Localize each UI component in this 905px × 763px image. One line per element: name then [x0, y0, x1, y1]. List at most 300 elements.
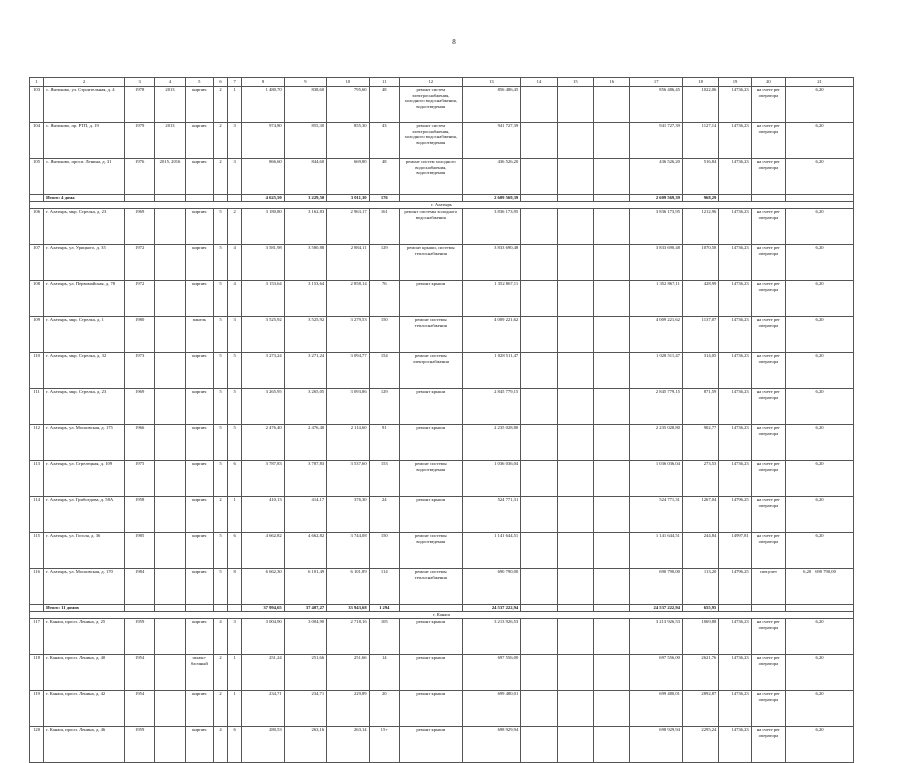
total-empty [521, 195, 557, 202]
col-14 [521, 497, 557, 533]
cost-per-m2: 1127,14 [682, 123, 718, 159]
table-row [30, 159, 854, 195]
cost-total: 690 790,00 [630, 569, 683, 605]
cost-total: 856 486,45 [630, 87, 683, 123]
cost: 699 480,01 [462, 691, 521, 727]
col-16 [594, 353, 630, 389]
cost-total: 4 009 221,62 [630, 317, 683, 353]
year-built: 1972 [125, 281, 155, 317]
plan-value: 6,20 [786, 619, 854, 655]
residents: 150 [369, 317, 399, 353]
plan-value: 6,20 [786, 655, 854, 691]
col-14 [521, 389, 557, 425]
col-14 [521, 691, 557, 727]
wall-material: кирпич [185, 569, 213, 605]
column-number: 4 [155, 78, 185, 87]
living-area: 3 580,88 [284, 245, 326, 281]
col-14 [521, 87, 557, 123]
col-15 [557, 691, 593, 727]
cost-per-m2: 113,20 [682, 569, 718, 605]
total-area: 866,60 [242, 159, 284, 195]
living-area: 6 101,49 [284, 569, 326, 605]
cost: 1 036 036,04 [462, 461, 521, 497]
living-area: 263,16 [284, 727, 326, 763]
total-empty [185, 195, 213, 202]
total-area: 4 625,50 [242, 195, 284, 202]
total-empty [155, 195, 185, 202]
year-renovated [155, 317, 185, 353]
address: с. Янтиково, просп. Ленина, д. 31 [44, 159, 125, 195]
total-per-m2: 655,95 [682, 605, 718, 612]
col-14 [521, 425, 557, 461]
cost-limit: 14736,23 [719, 87, 751, 123]
work-type: ремонт систем электроснабжения, холодного водоснабжения, водоотведения [399, 87, 462, 123]
wall-material: кирпич [185, 389, 213, 425]
column-number: 14 [521, 78, 557, 87]
col-14 [521, 123, 557, 159]
year-built: 1979 [125, 123, 155, 159]
work-type: ремонт крыши [399, 727, 462, 763]
col-14 [521, 281, 557, 317]
residents: 24 [369, 497, 399, 533]
floors: 5 [213, 353, 227, 389]
table-row [30, 461, 854, 497]
entrances: 6 [228, 727, 242, 763]
col-14 [521, 569, 557, 605]
column-number: 15 [557, 78, 593, 87]
row-number: 104 [30, 123, 44, 159]
living-area: 3 525,92 [284, 317, 326, 353]
floors: 5 [213, 281, 227, 317]
column-number: 10 [327, 78, 369, 87]
entrances: 5 [228, 389, 242, 425]
year-renovated [155, 619, 185, 655]
address: г. Алатырь, мкр. Стрелка, д. 32 [44, 353, 125, 389]
total-empty [786, 605, 854, 612]
col-15 [557, 245, 593, 281]
floors: 2 [213, 123, 227, 159]
residents: 114 [369, 569, 399, 605]
plan-value: 6,20 [786, 87, 854, 123]
address: г. Алатырь, ул. Первомайская, д. 78 [44, 281, 125, 317]
cost: 4 009 221,62 [462, 317, 521, 353]
cost-per-m2: 2295,24 [682, 727, 718, 763]
col-15 [557, 497, 593, 533]
col-16 [594, 619, 630, 655]
cost: 941 727,39 [462, 123, 521, 159]
fund-method: на счете рег оператора [751, 655, 785, 691]
column-number: 11 [369, 78, 399, 87]
cost-total: 697 556,00 [630, 655, 683, 691]
total-area: 3 787,83 [242, 461, 284, 497]
col-14 [521, 159, 557, 195]
year-built: 1969 [125, 389, 155, 425]
floors: 5 [213, 317, 227, 353]
col-15 [557, 389, 593, 425]
table-body [30, 78, 854, 763]
col-15 [557, 159, 593, 195]
fund-method: на счете рег оператора [751, 123, 785, 159]
total-empty [30, 605, 44, 612]
column-number: 13 [462, 78, 521, 87]
fund-method: на счете рег оператора [751, 691, 785, 727]
total-area3: 3 011,30 [327, 195, 369, 202]
col-14 [521, 209, 557, 245]
cost-limit: 14736,23 [719, 123, 751, 159]
address: г. Канаш, просп. Ленина, д. 42 [44, 691, 125, 727]
cost-total: 941 727,39 [630, 123, 683, 159]
col-14 [521, 533, 557, 569]
total-empty [125, 605, 155, 612]
work-type: ремонт системы теплоснабжения [399, 317, 462, 353]
year-renovated [155, 569, 185, 605]
fund-method: на счете рег оператора [751, 389, 785, 425]
total-empty [594, 195, 630, 202]
cost-limit: 14736,23 [719, 425, 751, 461]
cost-per-m2: 314,05 [682, 353, 718, 389]
total-empty [751, 605, 785, 612]
plan-value: 6,20 [786, 497, 854, 533]
year-built: 1959 [125, 619, 155, 655]
table-row [30, 317, 854, 353]
wall-material: кирпич [185, 691, 213, 727]
table-row [30, 497, 854, 533]
work-type: ремонт систем электроснабжения, холодного водоснабжения, водоотведения [399, 123, 462, 159]
cost-per-m2: 516,84 [682, 159, 718, 195]
wall-material: шлако-блочный [185, 655, 213, 691]
year-built: 1969 [125, 209, 155, 245]
cost-total: 699 480,01 [630, 691, 683, 727]
cost-total: 524 771,31 [630, 497, 683, 533]
total-row [30, 195, 854, 202]
floors: 2 [213, 655, 227, 691]
cost: 3 213 926,53 [462, 619, 521, 655]
table-row [30, 619, 854, 655]
col-15 [557, 569, 593, 605]
residents: 14 [369, 655, 399, 691]
total-label: Итого: 4 дома [44, 195, 125, 202]
column-number: 18 [682, 78, 718, 87]
cost-total: 3 833 690,48 [630, 245, 683, 281]
row-number: 108 [30, 281, 44, 317]
column-number: 12 [399, 78, 462, 87]
work-type: ремонт системы электроснабжения [399, 353, 462, 389]
cost: 2 235 028,80 [462, 425, 521, 461]
fund-method: на счете рег оператора [751, 461, 785, 497]
year-built: 1966 [125, 425, 155, 461]
cost-limit: 14736,23 [719, 209, 751, 245]
total-cost-total: 2 609 569,39 [630, 195, 683, 202]
year-renovated [155, 461, 185, 497]
residents: 91 [369, 425, 399, 461]
cost-per-m2: 2621,76 [682, 655, 718, 691]
year-renovated [155, 245, 185, 281]
year-built: 1976 [125, 159, 155, 195]
col-15 [557, 655, 593, 691]
address: г. Алатырь, ул. Стрелецкая, д. 109 [44, 461, 125, 497]
total-empty [521, 605, 557, 612]
col-15 [557, 727, 593, 763]
entrances: 4 [228, 245, 242, 281]
col-15 [557, 353, 593, 389]
cost-limit: 14736,23 [719, 281, 751, 317]
cost-limit: 14736,23 [719, 389, 751, 425]
column-number: 21 [786, 78, 854, 87]
cost: 698 929,94 [462, 727, 521, 763]
wall-material: панель [185, 317, 213, 353]
col-16 [594, 159, 630, 195]
work-type: ремонт системы теплоснабжения [399, 569, 462, 605]
year-renovated [155, 425, 185, 461]
floors: 5 [213, 425, 227, 461]
row-number: 112 [30, 425, 44, 461]
floors: 5 [213, 389, 227, 425]
living-area: 414,17 [284, 497, 326, 533]
residential-area: 2 114,60 [327, 425, 369, 461]
total-area: 280,53 [242, 727, 284, 763]
floors: 5 [213, 533, 227, 569]
total-empty [557, 605, 593, 612]
address: г. Канаш, просп. Ленина, д. 46 [44, 727, 125, 763]
total-empty [786, 195, 854, 202]
residential-area: 2 858,14 [327, 281, 369, 317]
col-16 [594, 533, 630, 569]
wall-material: кирпич [185, 461, 213, 497]
address: с. Янтиково, ул. Строительная, д. 4 [44, 87, 125, 123]
cost-limit: 14736,23 [719, 619, 751, 655]
column-number-row [30, 78, 854, 87]
floors: 2 [213, 691, 227, 727]
entrances: 2 [228, 209, 242, 245]
plan-value: 6,20 [786, 461, 854, 497]
residents: 20 [369, 691, 399, 727]
row-number: 107 [30, 245, 44, 281]
residents: 153 [369, 461, 399, 497]
residents: 15+ [369, 727, 399, 763]
cost-per-m2: 1022,06 [682, 87, 718, 123]
total-area2: 37 407,27 [284, 605, 326, 612]
col-16 [594, 691, 630, 727]
residential-area: 251,66 [327, 655, 369, 691]
total-area: 410,13 [242, 497, 284, 533]
city-name: г. Канаш [30, 612, 854, 619]
col-14 [521, 317, 557, 353]
total-empty [228, 605, 242, 612]
fund-method: на счете рег оператора [751, 619, 785, 655]
cost: 1 352 867,11 [462, 281, 521, 317]
cost-per-m2: 244,84 [682, 533, 718, 569]
fund-method: на счете рег оператора [751, 497, 785, 533]
living-area: 234,71 [284, 691, 326, 727]
year-renovated [155, 281, 185, 317]
total-empty [185, 605, 213, 612]
residents: 43 [369, 123, 399, 159]
floors: 5 [213, 461, 227, 497]
plan-value-text: 6,20 [803, 569, 812, 574]
plan-value: 6,20 [786, 281, 854, 317]
fund-method: на счете рег оператора [751, 209, 785, 245]
col-15 [557, 87, 593, 123]
total-empty [213, 605, 227, 612]
wall-material: кирпич [185, 209, 213, 245]
col-14 [521, 461, 557, 497]
column-number: 16 [594, 78, 630, 87]
residential-area: 669,80 [327, 159, 369, 195]
entrances: 3 [228, 619, 242, 655]
entrances: 5 [228, 425, 242, 461]
table-row [30, 87, 854, 123]
year-renovated [155, 353, 185, 389]
total-area: 3 265,95 [242, 389, 284, 425]
plan-value: 6,20 [786, 353, 854, 389]
total-cost-total: 24 537 222,94 [630, 605, 683, 612]
column-number: 20 [751, 78, 785, 87]
row-number: 103 [30, 87, 44, 123]
floors: 4 [213, 619, 227, 655]
cost-total: 698 929,94 [630, 727, 683, 763]
fund-method: на счете рег оператора [751, 533, 785, 569]
year-built: 1978 [125, 87, 155, 123]
living-area: 855,30 [284, 123, 326, 159]
residential-area: 3 537,60 [327, 461, 369, 497]
living-area: 251,66 [284, 655, 326, 691]
cost-per-m2: 1069,88 [682, 619, 718, 655]
floors: 5 [213, 569, 227, 605]
residential-area: 263,14 [327, 727, 369, 763]
residents: 129 [369, 389, 399, 425]
row-number: 111 [30, 389, 44, 425]
address: г. Алатырь, ул. Гоголя, д. 36 [44, 533, 125, 569]
residents: 154 [369, 353, 399, 389]
row-number: 118 [30, 655, 44, 691]
address: г. Алатырь, ул. Московская, д. 175 [44, 425, 125, 461]
cost-total: 1 141 644,51 [630, 533, 683, 569]
year-renovated [155, 655, 185, 691]
residential-area: 3 093,86 [327, 389, 369, 425]
row-number: 120 [30, 727, 44, 763]
fund-method: на счете рег оператора [751, 245, 785, 281]
cost-per-m2: 273,53 [682, 461, 718, 497]
col-15 [557, 425, 593, 461]
address: с. Янтиково, пр. РТП, д. 19 [44, 123, 125, 159]
col-15 [557, 281, 593, 317]
cost-total: 2 845 779,15 [630, 389, 683, 425]
cost: 3 833 690,48 [462, 245, 521, 281]
cost-total: 1 036 036,04 [630, 461, 683, 497]
table-row [30, 655, 854, 691]
cost-limit: 14736,23 [719, 245, 751, 281]
year-renovated [155, 533, 185, 569]
residential-area: 2 884,11 [327, 245, 369, 281]
fund-method: на счете рег оператора [751, 317, 785, 353]
col-16 [594, 245, 630, 281]
column-number: 2 [44, 78, 125, 87]
row-number: 119 [30, 691, 44, 727]
entrances: 3 [228, 123, 242, 159]
year-renovated [155, 727, 185, 763]
cost: 2 845 779,15 [462, 389, 521, 425]
total-empty [399, 195, 462, 202]
column-number: 5 [185, 78, 213, 87]
table-row [30, 281, 854, 317]
wall-material: кирпич [185, 281, 213, 317]
col-15 [557, 209, 593, 245]
plan-value: 6,20 [786, 159, 854, 195]
col-14 [521, 619, 557, 655]
cost-per-m2: 2892,87 [682, 691, 718, 727]
living-area: 2 476,40 [284, 425, 326, 461]
total-empty [719, 195, 751, 202]
cost: 3 836 173,95 [462, 209, 521, 245]
total-area: 6 662,30 [242, 569, 284, 605]
total-area: 251,24 [242, 655, 284, 691]
row-number: 106 [30, 209, 44, 245]
floors: 5 [213, 245, 227, 281]
year-renovated [155, 691, 185, 727]
year-built: 1959 [125, 727, 155, 763]
residential-area: 376,30 [327, 497, 369, 533]
col-16 [594, 123, 630, 159]
living-area: 3 153,64 [284, 281, 326, 317]
col-16 [594, 727, 630, 763]
column-number: 9 [284, 78, 326, 87]
total-area: 3 581,98 [242, 245, 284, 281]
table-row [30, 727, 854, 763]
year-built: 1980 [125, 317, 155, 353]
total-empty [399, 605, 462, 612]
address: г. Алатырь, мкр. Стрелка, д. 23 [44, 389, 125, 425]
floors: 4 [213, 727, 227, 763]
work-type: ремонт систем холодного водоснабжения, водоотведения [399, 159, 462, 195]
column-number: 1 [30, 78, 44, 87]
wall-material: кирпич [185, 533, 213, 569]
residents: 76 [369, 281, 399, 317]
year-renovated: 2015, 2016 [155, 159, 185, 195]
residential-area: 2 963,17 [327, 209, 369, 245]
plan-value: 6,20 [786, 425, 854, 461]
address: г. Алатырь, ул. Грибоедова, д. 58А [44, 497, 125, 533]
col-15 [557, 533, 593, 569]
work-type: ремонт крыши [399, 655, 462, 691]
floors: 5 [213, 209, 227, 245]
year-built: 1973 [125, 353, 155, 389]
wall-material: кирпич [185, 87, 213, 123]
residential-area: 855,30 [327, 123, 369, 159]
total-empty [557, 195, 593, 202]
housing-register-table [29, 77, 854, 763]
cost-limit: 14796,25 [719, 569, 751, 605]
total-area: 974,80 [242, 123, 284, 159]
year-built: 1984 [125, 569, 155, 605]
work-type: ремонт системы водоотведения [399, 533, 462, 569]
fund-method: на счете рег оператора [751, 425, 785, 461]
col-16 [594, 87, 630, 123]
year-renovated: 2013 [155, 123, 185, 159]
cost-total: 3 213 926,53 [630, 619, 683, 655]
entrances: 4 [228, 281, 242, 317]
wall-material: кирпич [185, 425, 213, 461]
living-area: 838,60 [284, 87, 326, 123]
cost-limit: 14736,23 [719, 159, 751, 195]
table-row [30, 245, 854, 281]
cost-per-m2: 1267,04 [682, 497, 718, 533]
year-renovated [155, 209, 185, 245]
total-empty [228, 195, 242, 202]
col-16 [594, 281, 630, 317]
cost-limit: 14736,23 [719, 317, 751, 353]
col-15 [557, 461, 593, 497]
work-type: ремонт крыши [399, 425, 462, 461]
